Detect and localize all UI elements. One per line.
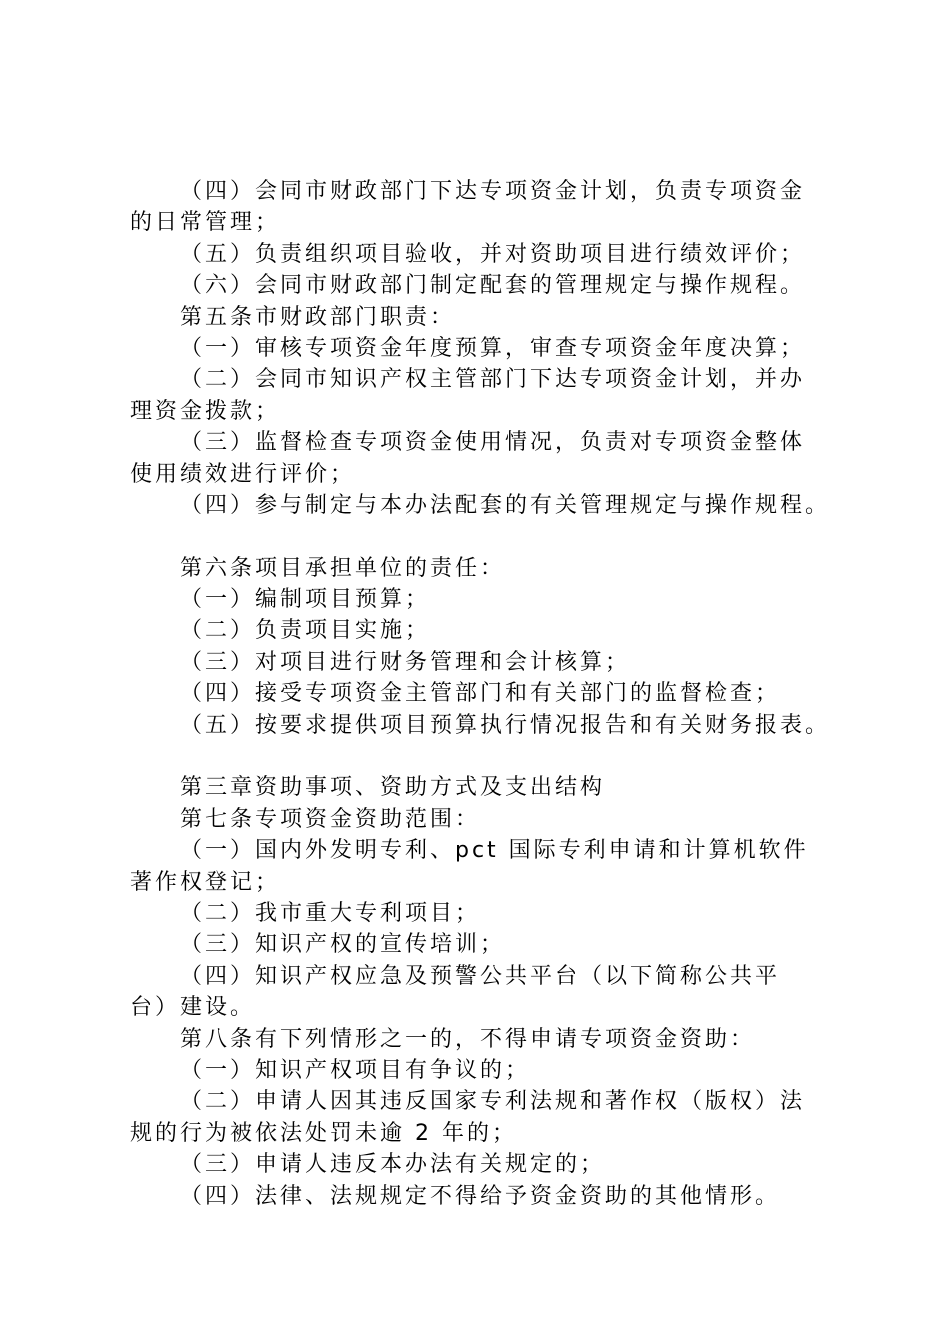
- article-heading: 第五条市财政部门职责：: [180, 304, 456, 330]
- paragraph-line: （四）会同市财政部门下达专项资金计划，负责专项资金: [180, 179, 806, 204]
- article-heading: 第七条专项资金资助范围：: [180, 806, 481, 832]
- paragraph-line: （一）编制项目预算；: [180, 587, 431, 613]
- blank-line: [130, 741, 835, 772]
- paragraph-line: （一）审核专项资金年度预算，审查专项资金年度决算；: [180, 335, 806, 361]
- paragraph-line: （二）会同市知识产权主管部门下达专项资金计划，并办: [180, 367, 806, 393]
- paragraph-line: （五）负责组织项目验收，并对资助项目进行绩效评价；: [180, 241, 806, 267]
- paragraph-line: （四）法律、法规规定不得给予资金资助的其他情形。: [180, 1183, 781, 1209]
- paragraph-line: （二）申请人因其违反国家专利法规和著作权（版权）法: [180, 1089, 806, 1115]
- blank-line: [130, 521, 835, 552]
- paragraph-line: （二）负责项目实施；: [180, 618, 431, 644]
- paragraph-line: （二）我市重大专利项目；: [180, 900, 481, 926]
- paragraph-line: （三）申请人违反本办法有关规定的；: [180, 1152, 606, 1178]
- paragraph-line: （四）接受专项资金主管部门和有关部门的监督检查；: [180, 681, 781, 707]
- paragraph-line: （一）知识产权项目有争议的；: [180, 1057, 531, 1083]
- paragraph-line: （一）国内外发明专利、pct 国际专利申请和计算机软件: [180, 838, 809, 864]
- chapter-heading: 第三章资助事项、资助方式及支出结构: [180, 775, 606, 801]
- paragraph-line: 台）建设。: [130, 995, 256, 1021]
- article-heading: 第六条项目承担单位的责任：: [180, 555, 506, 581]
- document-body: [130, 176, 835, 1212]
- paragraph-line: （三）监督检查专项资金使用情况，负责对专项资金整体: [180, 430, 806, 456]
- paragraph-line: 规的行为被依法处罚未逾 2 年的；: [130, 1120, 517, 1146]
- paragraph-line: （六）会同市财政部门制定配套的管理规定与操作规程。: [180, 273, 806, 299]
- paragraph-line: （五）按要求提供项目预算执行情况报告和有关财务报表。: [180, 712, 831, 738]
- paragraph-line: 的日常管理；: [130, 210, 281, 236]
- paragraph-line: （四）参与制定与本办法配套的有关管理规定与操作规程。: [180, 492, 831, 518]
- paragraph-line: 使用绩效进行评价；: [130, 461, 356, 487]
- paragraph-line: （三）对项目进行财务管理和会计核算；: [180, 649, 631, 675]
- paragraph-line: 理资金拨款；: [130, 398, 281, 424]
- paragraph-line: （四）知识产权应急及预警公共平台（以下简称公共平: [180, 963, 781, 989]
- article-heading: 第八条有下列情形之一的，不得申请专项资金资助：: [180, 1026, 756, 1052]
- paragraph-line: （三）知识产权的宣传培训；: [180, 932, 506, 958]
- paragraph-line: 著作权登记；: [130, 869, 281, 895]
